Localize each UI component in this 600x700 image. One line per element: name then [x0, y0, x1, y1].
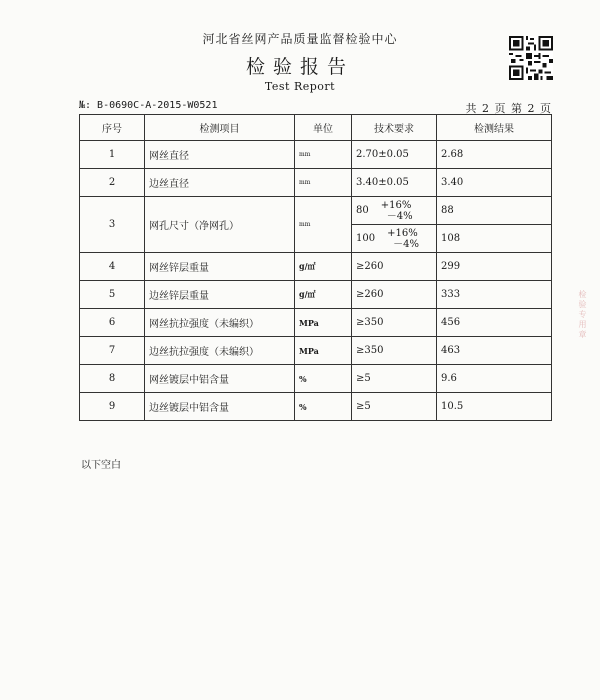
table-row: [80, 197, 552, 225]
report-subtitle: Test Report: [264, 80, 336, 93]
page-info: 共 2 页 第 2 页: [465, 102, 552, 115]
requirement: ≥350: [352, 309, 437, 337]
result: 456: [437, 309, 552, 337]
unit: mm: [295, 141, 352, 169]
requirement-tolerance: [352, 197, 437, 225]
result: 2.68: [437, 141, 552, 169]
unit: %: [295, 393, 352, 421]
test-item: 边丝直径: [145, 169, 295, 197]
table-header-row: [80, 115, 552, 141]
row-number: 7: [80, 337, 145, 365]
requirement: ≥5: [352, 365, 437, 393]
end-note: 以下空白: [81, 460, 121, 471]
table-row: [80, 309, 552, 337]
unit: g/㎡: [295, 281, 352, 309]
requirement: ≥5: [352, 393, 437, 421]
tolerance-plus: +16%: [380, 199, 412, 211]
requirement-base: 100: [356, 233, 376, 244]
unit: %: [295, 365, 352, 393]
tolerance-plus: +16%: [387, 227, 418, 239]
row-number: 4: [80, 253, 145, 281]
col-header-unit: 单位: [295, 115, 352, 141]
test-item: 网丝抗拉强度（未编织）: [145, 309, 295, 337]
table-row: [80, 365, 552, 393]
requirement: 2.70±0.05: [352, 141, 437, 169]
results-table: [79, 114, 552, 421]
requirement: ≥260: [352, 281, 437, 309]
tolerance: [387, 228, 419, 250]
row-number: 5: [80, 281, 145, 309]
result: 9.6: [437, 365, 552, 393]
tolerance-minus: －4%: [393, 238, 419, 250]
col-header-result: 检测结果: [437, 115, 552, 141]
requirement: ≥260: [352, 253, 437, 281]
row-number: 1: [80, 141, 145, 169]
test-item: 边丝抗拉强度（未编织）: [145, 337, 295, 365]
test-item: 网丝镀层中铝含量: [145, 365, 295, 393]
table-row: [80, 169, 552, 197]
tolerance: [381, 200, 413, 222]
seal-stamp-edge: 检验专用章: [578, 290, 587, 340]
requirement: ≥350: [352, 337, 437, 365]
test-item: 边丝锌层重量: [145, 281, 295, 309]
qr-code-icon: [509, 36, 553, 80]
col-header-no: 序号: [80, 115, 145, 141]
unit: mm: [295, 169, 352, 197]
result: 3.40: [437, 169, 552, 197]
result: 108: [437, 225, 552, 253]
requirement-tolerance: [352, 225, 437, 253]
result: 299: [437, 253, 552, 281]
test-item: 网孔尺寸（净网孔）: [145, 197, 295, 253]
test-item: 边丝镀层中铝含量: [145, 393, 295, 421]
col-header-requirement: 技术要求: [352, 115, 437, 141]
row-number: 8: [80, 365, 145, 393]
result: 333: [437, 281, 552, 309]
table-row: [80, 393, 552, 421]
table-row: [80, 141, 552, 169]
unit: MPa: [295, 337, 352, 365]
org-name: 河北省丝网产品质量监督检验中心: [202, 32, 398, 46]
result: 88: [437, 197, 552, 225]
table-row: [80, 337, 552, 365]
row-number: 6: [80, 309, 145, 337]
tolerance-minus: －4%: [386, 210, 413, 222]
result: 463: [437, 337, 552, 365]
report-number: №: B-0690C-A-2015-W0521: [79, 100, 218, 111]
requirement-base: 80: [356, 205, 369, 216]
row-number: 3: [80, 197, 145, 253]
unit: g/㎡: [295, 253, 352, 281]
result: 10.5: [437, 393, 552, 421]
report-title: 检验报告: [245, 56, 354, 78]
test-item: 网丝直径: [145, 141, 295, 169]
table-row: [80, 281, 552, 309]
requirement: 3.40±0.05: [352, 169, 437, 197]
test-item: 网丝锌层重量: [145, 253, 295, 281]
unit: MPa: [295, 309, 352, 337]
row-number: 9: [80, 393, 145, 421]
row-number: 2: [80, 169, 145, 197]
table-row: [80, 253, 552, 281]
col-header-item: 检测项目: [145, 115, 295, 141]
unit: mm: [295, 197, 352, 253]
